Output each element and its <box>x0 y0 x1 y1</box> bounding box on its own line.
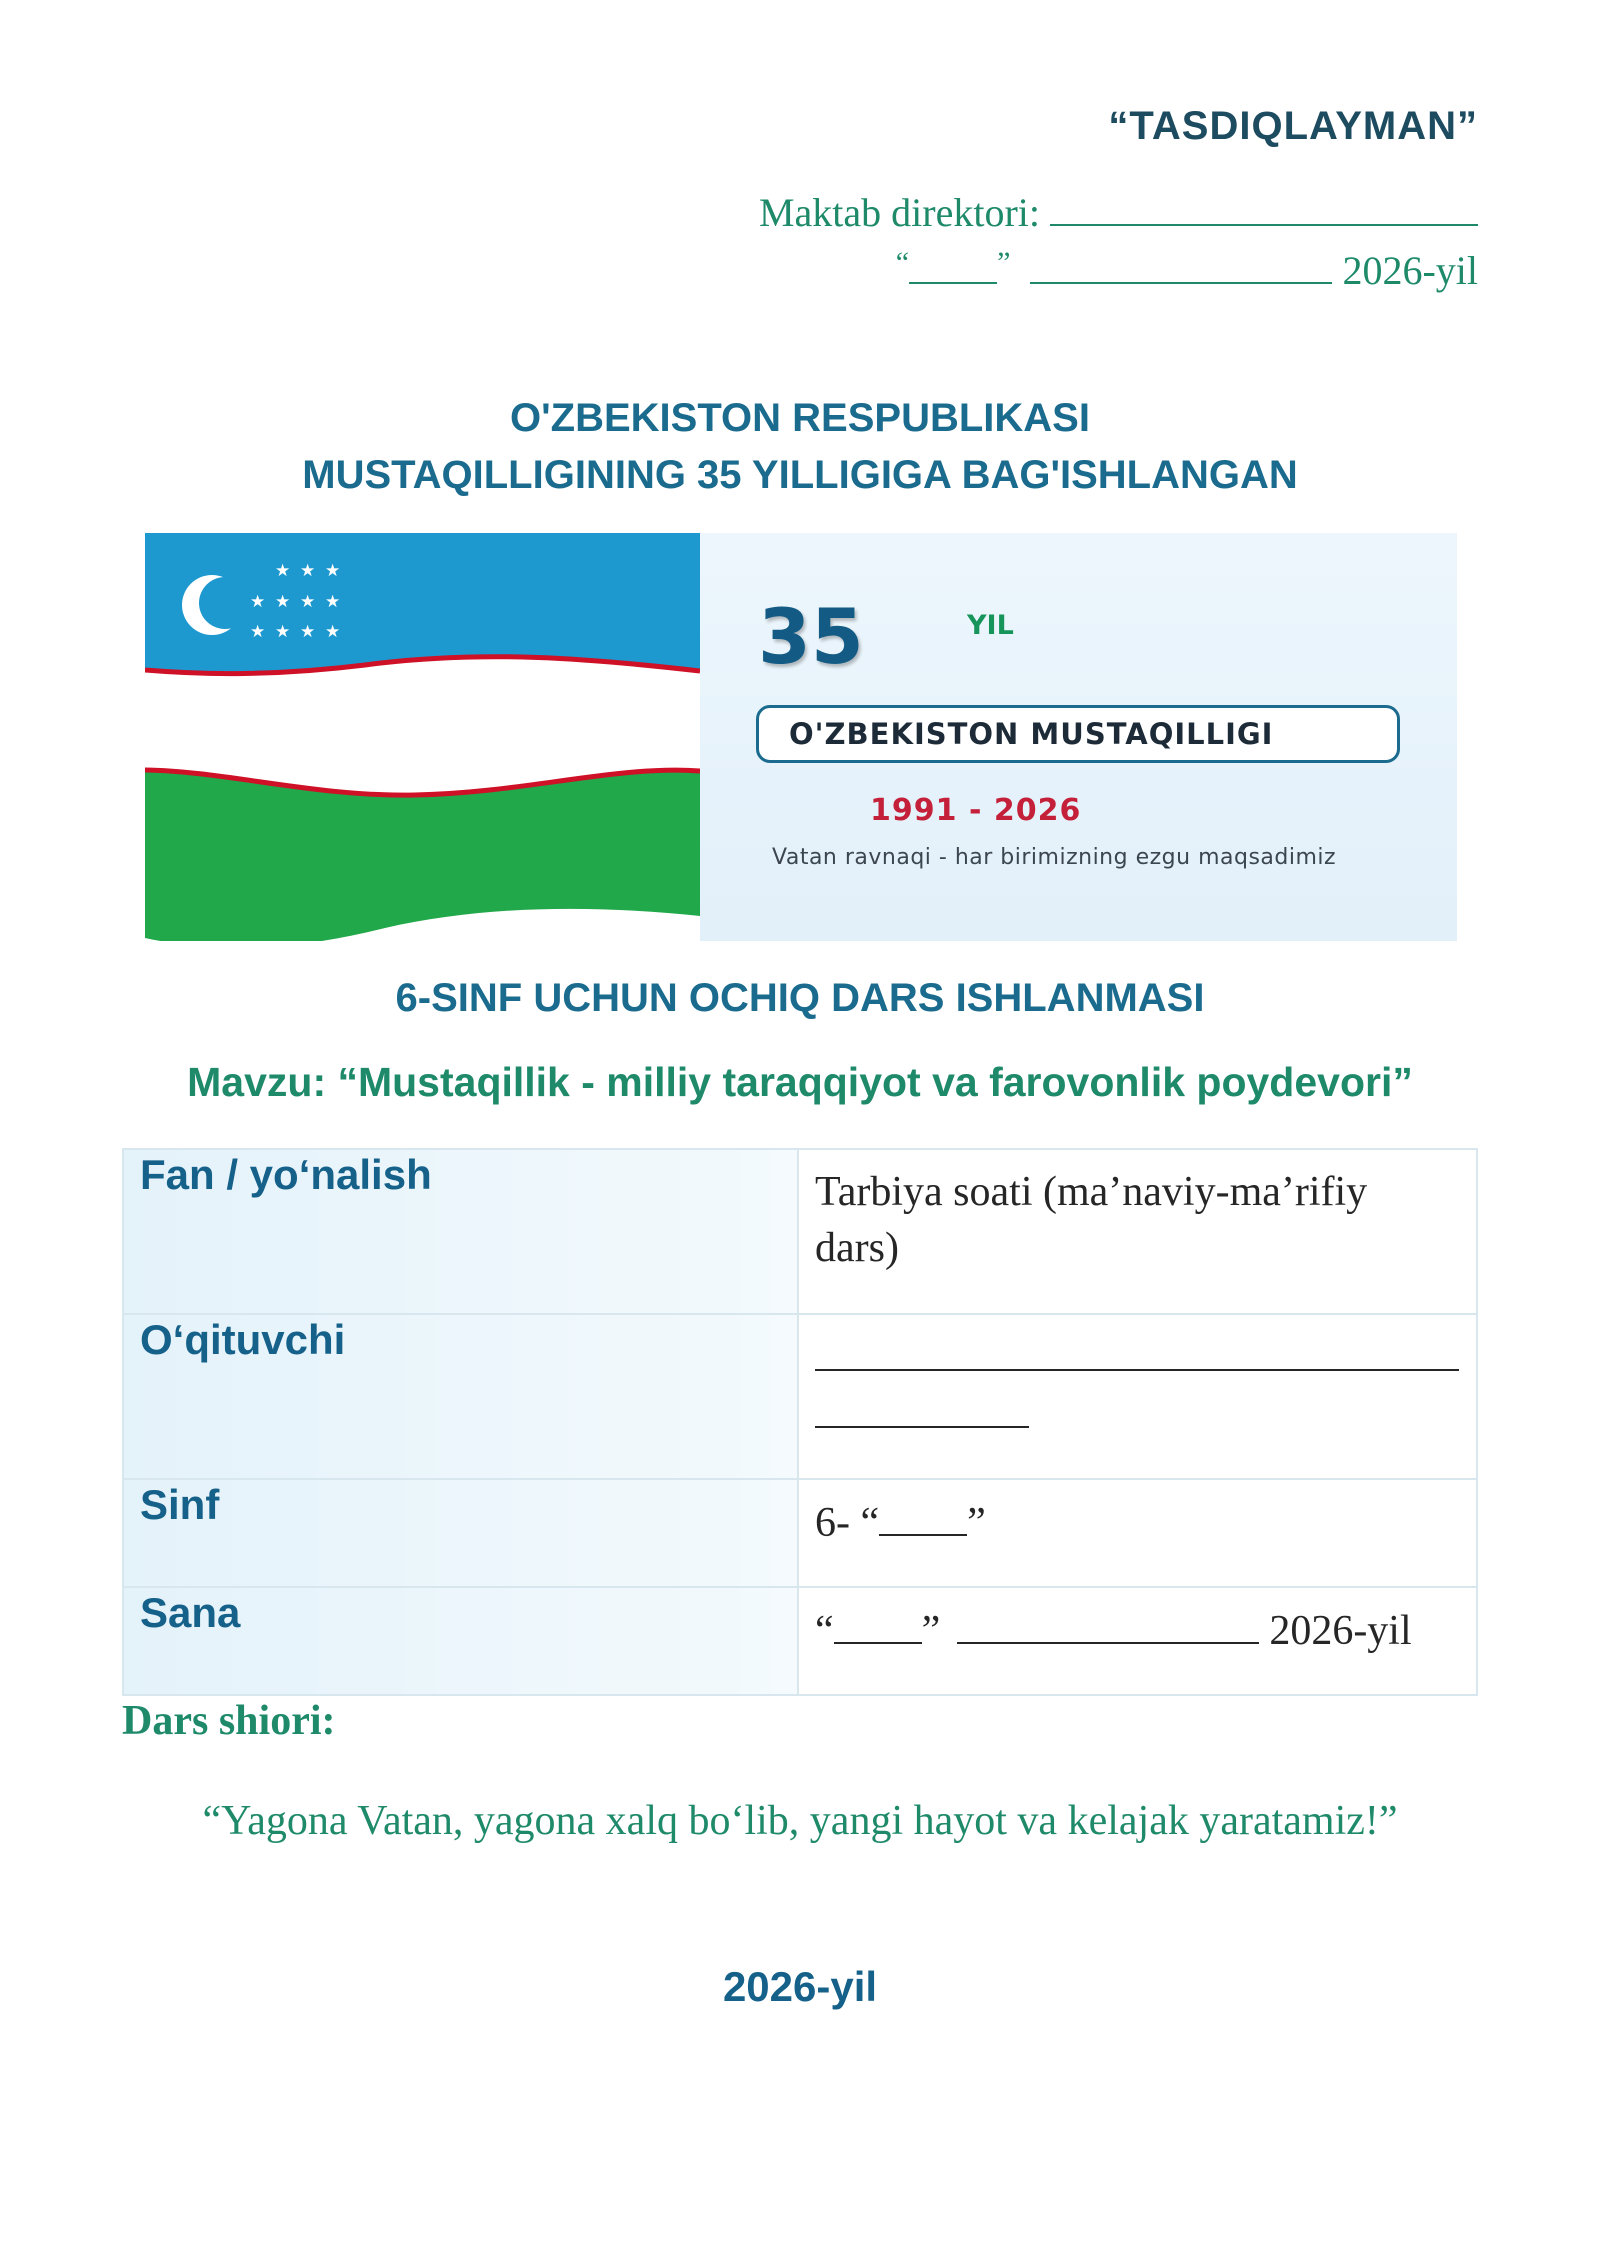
row-value-date: “ ” 2026-yil <box>798 1587 1477 1695</box>
approval-date-line <box>896 246 1478 294</box>
heading-line-2: MUSTAQILLIGINING 35 YILLIGIGA BAG'ISHLANGAN <box>302 453 1298 497</box>
class-letter-blank <box>879 1494 967 1536</box>
uzbekistan-flag-image <box>145 533 700 941</box>
lesson-info-table <box>122 1148 1478 1696</box>
banner-years: 1991 - 2026 <box>870 793 1082 828</box>
anniversary-number: 35 <box>758 592 864 681</box>
director-line <box>759 188 1478 236</box>
banner-motto: Vatan ravnaqi - har birimizning ezgu maqsadimiz <box>772 845 1337 870</box>
month-blank <box>1030 246 1332 284</box>
svg-text:★: ★ <box>275 592 291 612</box>
svg-text:★: ★ <box>275 561 291 581</box>
row-label-subject: Fan / yo‘nalish <box>123 1149 798 1314</box>
director-signature-blank <box>1050 188 1478 226</box>
anniversary-suffix: YIL <box>967 610 1014 641</box>
lesson-title: 6-SINF UCHUN OCHIQ DARS ISHLANMASI <box>395 976 1205 1020</box>
date-close-quote: ” <box>997 246 1011 279</box>
svg-text:★: ★ <box>250 592 266 612</box>
svg-text:★: ★ <box>325 561 341 581</box>
row-value-subject: Tarbiya soati (ma’naviy-ma’rifiy dars) <box>798 1149 1477 1314</box>
svg-text:★: ★ <box>300 561 316 581</box>
day-blank <box>909 246 997 284</box>
row-label-teacher: O‘qituvchi <box>123 1314 798 1479</box>
date-open-quote: “ <box>895 246 910 279</box>
heading-line-1: O'ZBEKISTON RESPUBLIKASI <box>510 396 1090 440</box>
svg-text:★: ★ <box>300 592 316 612</box>
table-row <box>123 1314 1477 1479</box>
independence-pill: O'ZBEKISTON MUSTAQILLIGI <box>756 705 1400 763</box>
teacher-blank-2 <box>815 1386 1029 1428</box>
lesson-topic: Mavzu: “Mustaqillik - milliy taraqqiyot va farovonlik poydevori” <box>187 1059 1413 1105</box>
footer-year: 2026-yil <box>722 1963 878 2010</box>
table-row <box>123 1479 1477 1587</box>
slogan-text: “Yagona Vatan, yagona xalq bo‘lib, yangi hayot va kelajak yaratamiz!” <box>202 1798 1398 1844</box>
svg-text:★: ★ <box>275 622 291 642</box>
svg-text:★: ★ <box>325 622 341 642</box>
approval-title: “TASDIQLAYMAN” <box>1108 104 1478 148</box>
director-label: Maktab direktori: <box>758 190 1040 235</box>
svg-text:★: ★ <box>300 622 316 642</box>
teacher-blank-1 <box>815 1329 1459 1371</box>
date-day-blank <box>834 1602 922 1644</box>
row-value-teacher <box>798 1314 1477 1479</box>
approval-year: 2026-yil <box>1342 248 1478 293</box>
slogan-label: Dars shiori: <box>122 1698 336 1744</box>
svg-text:★: ★ <box>250 622 266 642</box>
row-label-date: Sana <box>123 1587 798 1695</box>
svg-text:★: ★ <box>325 592 341 612</box>
row-label-class: Sinf <box>123 1479 798 1587</box>
table-row <box>123 1587 1477 1695</box>
table-row <box>123 1149 1477 1314</box>
row-value-class: 6- “ ” <box>798 1479 1477 1587</box>
date-month-blank <box>957 1602 1259 1644</box>
